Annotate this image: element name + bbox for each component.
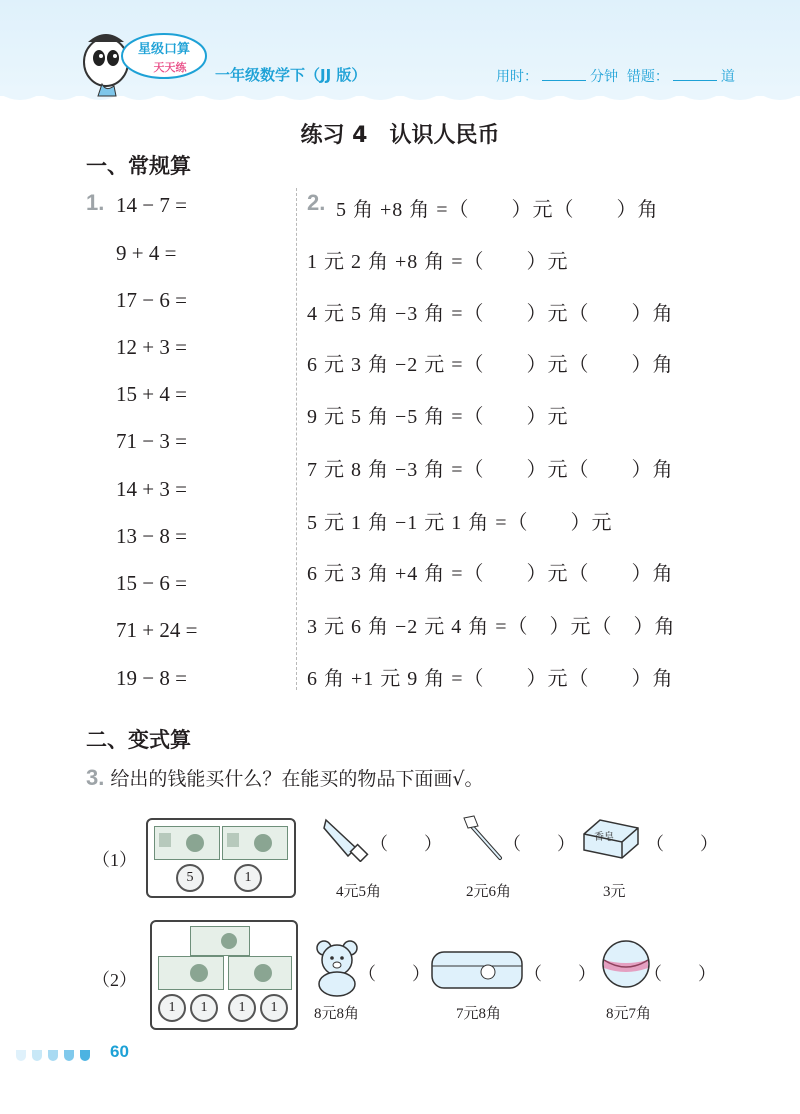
timer-area bbox=[496, 66, 735, 86]
q3-text: 给出的钱能买什么？在能买的物品下面画√。 bbox=[110, 768, 484, 790]
q2-item: 6 角 +1 元 9 角 =（ ）元（ ）角 bbox=[307, 668, 674, 690]
q1-number-wrap bbox=[86, 190, 104, 216]
soap-icon bbox=[580, 816, 642, 862]
coin: 1 bbox=[228, 994, 256, 1022]
coin: 1 bbox=[234, 864, 262, 892]
q1-number: 1. bbox=[86, 190, 105, 215]
answer-paren[interactable]: （ ） bbox=[370, 834, 442, 854]
q2-item: 7 元 8 角 −3 角 =（ ）元（ ）角 bbox=[307, 459, 674, 481]
coin: 1 bbox=[158, 994, 186, 1022]
q1-item: 15 + 4 = bbox=[116, 382, 187, 406]
item-price: 8元8角 bbox=[314, 1006, 360, 1022]
answer-paren[interactable]: （ ） bbox=[646, 834, 718, 854]
book-title: 一年级数学下（JJ 版） bbox=[215, 66, 367, 84]
q2-item: 3 元 6 角 −2 元 4 角 =（ ）元（ ）角 bbox=[307, 616, 676, 638]
banknote bbox=[222, 826, 288, 860]
q1-item: 71 − 3 = bbox=[116, 429, 187, 453]
item-price: 8元7角 bbox=[606, 1006, 652, 1022]
footer-dots bbox=[14, 1048, 106, 1062]
banknote bbox=[190, 926, 250, 956]
q2-item: 4 元 5 角 −3 角 =（ ）元（ ）角 bbox=[307, 303, 674, 325]
q2-item: 6 元 3 角 −2 元 =（ ）元（ ）角 bbox=[307, 354, 674, 376]
q2-item: 5 角 +8 角 =（ ）元（ ）角 bbox=[336, 199, 659, 221]
q1-item: 19 − 8 = bbox=[116, 666, 187, 690]
lesson-title: 练习 4 认识人民币 bbox=[300, 123, 500, 148]
q2-number-wrap bbox=[307, 190, 325, 216]
logo-text-line1: 星级口算 bbox=[137, 42, 191, 57]
banknote bbox=[158, 956, 224, 990]
toothbrush-icon bbox=[462, 814, 508, 862]
answer-paren[interactable]: （ ） bbox=[644, 964, 716, 984]
q2-number: 2. bbox=[307, 190, 326, 215]
error-blank[interactable] bbox=[673, 68, 717, 81]
q1-item: 14 + 3 = bbox=[116, 477, 187, 501]
column-divider bbox=[296, 188, 297, 690]
q1-item: 14 − 7 = bbox=[116, 193, 187, 217]
q3-number: 3. bbox=[86, 765, 105, 790]
section-2-title: 二、变式算 bbox=[86, 728, 191, 752]
coin: 1 bbox=[260, 994, 288, 1022]
item-price: 4元5角 bbox=[336, 884, 382, 900]
coin: 5 bbox=[176, 864, 204, 892]
q2-item: 6 元 3 角 +4 角 =（ ）元（ ）角 bbox=[307, 563, 674, 585]
error-label: 错题： bbox=[626, 69, 669, 85]
row2-money-box bbox=[150, 920, 298, 1030]
q1-item: 15 − 6 = bbox=[116, 571, 187, 595]
time-unit: 分钟 bbox=[590, 69, 618, 85]
q1-item: 12 + 3 = bbox=[116, 335, 187, 359]
time-blank[interactable] bbox=[542, 68, 586, 81]
section-1-title: 一、常规算 bbox=[86, 154, 191, 178]
soap-label: 香皂 bbox=[594, 832, 614, 843]
error-unit: 道 bbox=[720, 69, 735, 85]
row1-money-box bbox=[146, 818, 296, 898]
q1-item: 71 + 24 = bbox=[116, 618, 198, 642]
answer-paren[interactable]: （ ） bbox=[524, 964, 596, 984]
q2-item: 5 元 1 角 −1 元 1 角 =（ ）元 bbox=[307, 512, 613, 534]
q1-item: 17 − 6 = bbox=[116, 288, 187, 312]
row1-label: （1） bbox=[92, 850, 137, 870]
item-price: 3元 bbox=[603, 884, 626, 900]
banknote bbox=[228, 956, 292, 990]
item-price: 7元8角 bbox=[456, 1006, 502, 1022]
logo-text-line2: 天天练 bbox=[153, 61, 187, 74]
item-price: 2元6角 bbox=[466, 884, 512, 900]
q2-item: 1 元 2 角 +8 角 =（ ）元 bbox=[307, 251, 569, 273]
q1-item: 9 + 4 = bbox=[116, 241, 177, 265]
mascot-logo bbox=[80, 22, 220, 100]
q3-question bbox=[86, 764, 484, 791]
answer-paren[interactable]: （ ） bbox=[358, 964, 430, 984]
page-number: 60 bbox=[110, 1042, 129, 1061]
time-label: 用时： bbox=[496, 69, 538, 85]
q1-item: 13 − 8 = bbox=[116, 524, 187, 548]
row2-label: （2） bbox=[92, 970, 137, 990]
coin: 1 bbox=[190, 994, 218, 1022]
answer-paren[interactable]: （ ） bbox=[503, 834, 575, 854]
q2-item: 9 元 5 角 −5 角 =（ ）元 bbox=[307, 406, 569, 428]
pencil-case-icon bbox=[430, 948, 524, 992]
banknote bbox=[154, 826, 220, 860]
